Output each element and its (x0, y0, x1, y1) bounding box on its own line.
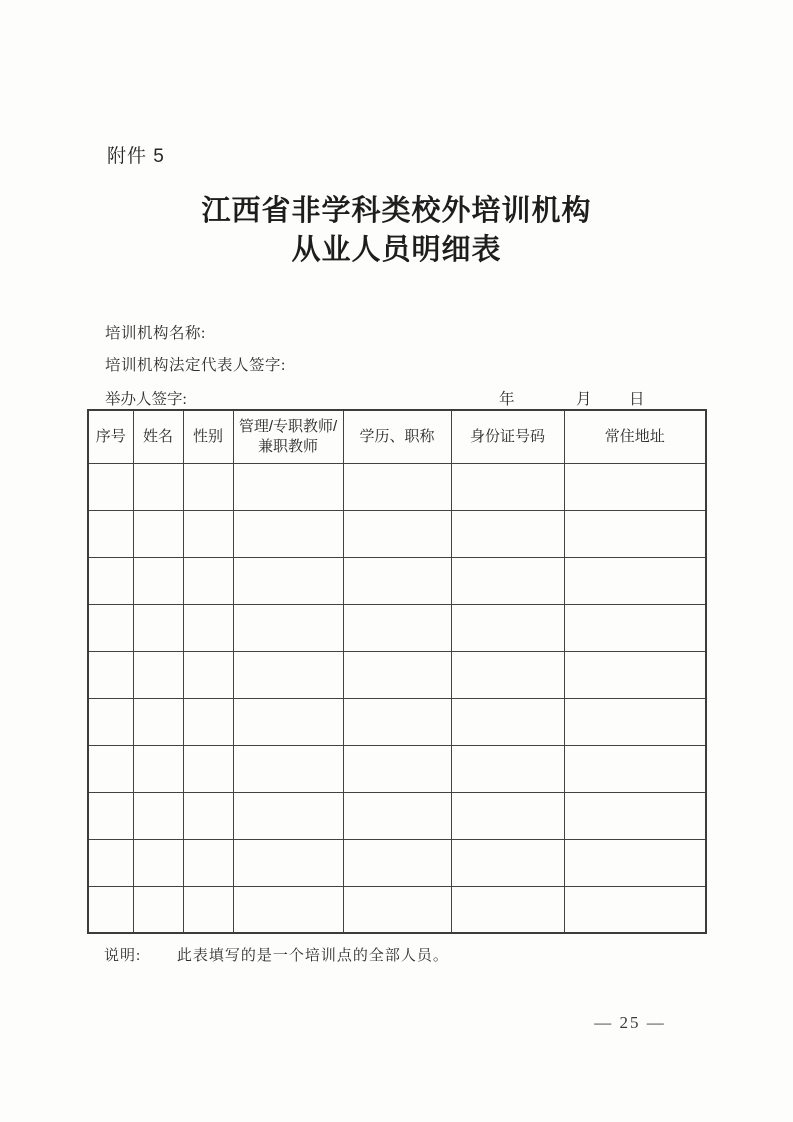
header-role-type: 管理/专职教师/兼职教师 (233, 410, 343, 463)
table-cell-empty (133, 557, 183, 604)
table-row (88, 839, 706, 886)
page-number: — 25 — (594, 1013, 666, 1032)
table-cell-empty (451, 463, 564, 510)
organizer-signature-label: 举办人签字: (105, 391, 187, 408)
table-cell-empty (183, 651, 233, 698)
legal-representative-signature-label: 培训机构法定代表人签字: (105, 357, 286, 374)
table-cell-empty (133, 745, 183, 792)
table-row (88, 698, 706, 745)
institution-name-label: 培训机构名称: (105, 325, 206, 342)
table-cell-empty (343, 839, 451, 886)
table-cell-empty (183, 604, 233, 651)
table-row (88, 557, 706, 604)
table-cell-empty (343, 557, 451, 604)
table-cell-empty (233, 604, 343, 651)
header-gender: 性别 (183, 410, 233, 463)
table-cell-empty (133, 839, 183, 886)
table-row (88, 510, 706, 557)
table-cell-empty (233, 839, 343, 886)
table-cell-empty (564, 604, 706, 651)
table-cell-empty (133, 886, 183, 933)
table-cell-empty (343, 886, 451, 933)
table-cell-empty (133, 510, 183, 557)
organizer-signature-row (105, 387, 705, 407)
table-cell-empty (451, 886, 564, 933)
note-row (104, 944, 449, 965)
table-cell-empty (233, 886, 343, 933)
table-cell-empty (343, 792, 451, 839)
table-cell-empty (88, 463, 133, 510)
table-cell-empty (343, 745, 451, 792)
title-line-2: 从业人员明细表 (291, 234, 502, 266)
table-cell-empty (451, 698, 564, 745)
table-cell-empty (133, 463, 183, 510)
table-cell-empty (564, 698, 706, 745)
table-cell-empty (183, 839, 233, 886)
header-serial-number: 序号 (88, 410, 133, 463)
table-cell-empty (233, 510, 343, 557)
table-cell-empty (233, 745, 343, 792)
table-cell-empty (564, 557, 706, 604)
header-name: 姓名 (133, 410, 183, 463)
table-cell-empty (133, 698, 183, 745)
header-address: 常住地址 (564, 410, 706, 463)
attachment-label: 附件 5 (107, 146, 165, 167)
table-cell-empty (451, 604, 564, 651)
table-cell-empty (88, 698, 133, 745)
document-title (0, 192, 793, 270)
table-cell-empty (233, 698, 343, 745)
table-header-row (88, 410, 706, 463)
table-cell-empty (564, 510, 706, 557)
table-row (88, 651, 706, 698)
table-cell-empty (233, 792, 343, 839)
table-cell-empty (183, 463, 233, 510)
table-cell-empty (451, 510, 564, 557)
table-cell-empty (183, 698, 233, 745)
date-day-label: 日 (629, 391, 645, 408)
staff-table-body (88, 463, 706, 933)
table-cell-empty (564, 463, 706, 510)
table-cell-empty (343, 510, 451, 557)
table-cell-empty (88, 886, 133, 933)
date-year-label: 年 (499, 391, 515, 408)
table-cell-empty (451, 745, 564, 792)
table-row (88, 792, 706, 839)
table-cell-empty (88, 604, 133, 651)
table-cell-empty (564, 839, 706, 886)
table-cell-empty (233, 651, 343, 698)
table-cell-empty (451, 557, 564, 604)
header-id-number: 身份证号码 (451, 410, 564, 463)
table-cell-empty (343, 698, 451, 745)
table-cell-empty (88, 745, 133, 792)
table-cell-empty (564, 651, 706, 698)
table-cell-empty (451, 792, 564, 839)
table-cell-empty (183, 886, 233, 933)
table-cell-empty (88, 557, 133, 604)
table-row (88, 886, 706, 933)
table-cell-empty (343, 604, 451, 651)
table-cell-empty (451, 839, 564, 886)
table-cell-empty (183, 557, 233, 604)
table-cell-empty (564, 745, 706, 792)
table-cell-empty (233, 557, 343, 604)
table-cell-empty (343, 651, 451, 698)
note-label: 说明: (104, 948, 142, 964)
table-row (88, 604, 706, 651)
table-cell-empty (133, 651, 183, 698)
table-cell-empty (183, 745, 233, 792)
table-cell-empty (183, 792, 233, 839)
table-cell-empty (88, 792, 133, 839)
table-cell-empty (564, 886, 706, 933)
staff-detail-table (87, 409, 707, 934)
date-month-label: 月 (576, 391, 592, 408)
table-cell-empty (183, 510, 233, 557)
table-cell-empty (88, 839, 133, 886)
table-cell-empty (88, 510, 133, 557)
title-line-1: 江西省非学科类校外培训机构 (201, 195, 592, 227)
table-cell-empty (133, 604, 183, 651)
table-cell-empty (564, 792, 706, 839)
header-education-title: 学历、职称 (343, 410, 451, 463)
table-cell-empty (133, 792, 183, 839)
table-cell-empty (88, 651, 133, 698)
note-text: 此表填写的是一个培训点的全部人员。 (176, 948, 449, 964)
table-row (88, 463, 706, 510)
table-cell-empty (451, 651, 564, 698)
table-cell-empty (233, 463, 343, 510)
table-row (88, 745, 706, 792)
table-cell-empty (343, 463, 451, 510)
